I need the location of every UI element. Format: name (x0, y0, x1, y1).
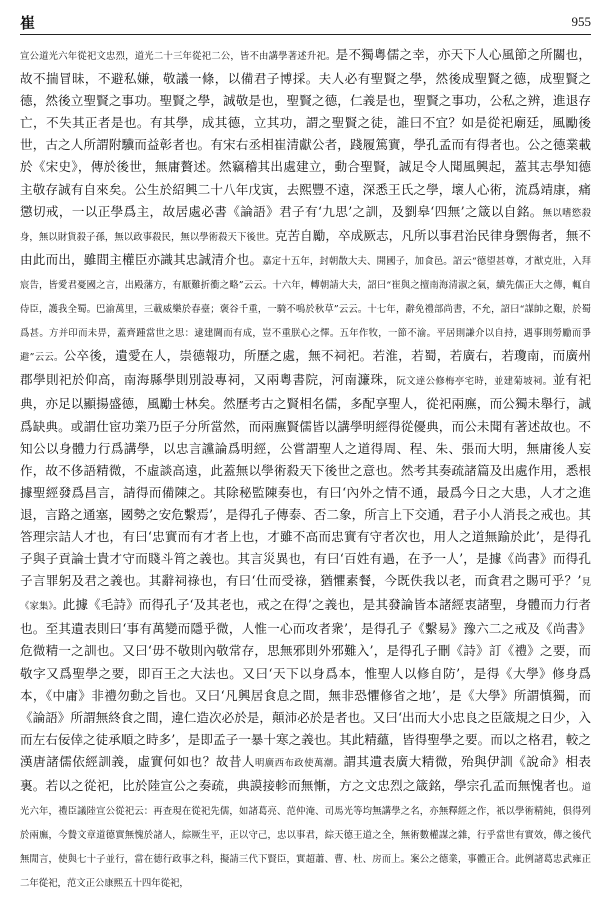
annotation-note: 宣公道光六年從祀文忠烈，道光二十三年從祀二公，皆不由講學著述升祀。 (20, 51, 336, 62)
body-text (20, 44, 591, 901)
annotation-note: 見《家集》。 (20, 577, 591, 613)
main-text: 公卒後，遺愛在人，崇德報功，所歷之處，無不祠祀。若淮，若蜀，若廣右，若瓊南，而廣州郡學則祀於仰高，南海縣學則別設專祠，又兩粵書院，河南濂珠， (20, 348, 591, 388)
annotation-note: 無以嗜慾殺身，無以財貨殺子孫，無以政事殺民，無以學術殺天下後世。 (20, 207, 591, 243)
annotation-note: 道光六年，禮臣議陸宣公從祀云：再查現在從祀先儒，如諸葛亮、范仲淹、司馬光等均無講學之名，亦無釋經之作，祇以學術精純，俱得列於兩廡，今贄文章道德實無愧於諸人，綜厥生平，正以守己，忠以事君，綜天德王道之全，無術數權謀之雜，行乎當世有實效，傳之後代無閒言，使與七十子並行，當在德行政事之科，擬請三代下賢臣，實超蕭、曹、杜、房而上。案公之德業，事體正合。此例諸葛忠武雍正二年從祀，范文正公康熙五十四年從祀， (20, 782, 591, 890)
main-text: 克苦自勵，卒成厥志，凡所以事君治民律身禦侮者，無不由此而出，雖間主權臣亦識其忠誠清介也。 (20, 227, 591, 267)
running-head-title: 崔 (20, 14, 36, 32)
page-number: 955 (571, 14, 591, 29)
main-text: 此據《毛詩》而得孔子‘及其老也，戒之在得’之義也，是其發論皆本諸經衷諸聖，身體而力行者也。至其遺表則曰‘事有萬變而隱乎微，人惟一心而攻者衆’，是得孔子《繫易》豫六二之戒及《尚書》危微精一之訓也。又曰‘毋不敬則內敬常存，思無邪則外邪難入’，是得孔子刪《詩》訂《禮》之要，而敬字又爲聖學之要，即百王之大法也。又曰‘天下以身爲本，惟聖人以修自防’，是得《大學》修身爲本，《中庸》非禮勿動之旨也。又曰‘凡興居食息之間，無非恐懼修省之地’，是《大學》所謂慎獨，而《論語》所謂無終食之間，違仁造次必於是，顛沛必於是者也。又曰‘出而大小忠良之臣箴規之日少，入而左右佞倖之徒承順之時多’，是即孟子一暴十寒之義也。其此精蘊，皆得聖學之要。而以之格君，較之漢唐諸儒依經訓義，虛實何如也？故昔人 (20, 597, 591, 769)
main-text: 並有祀典，亦足以顯揚盛德，風勵士林矣。然歷考古之賢相名儒，多配享聖人，從祀兩廡，而公獨未舉行，誠爲缺典。或謂仕宦功業乃臣子分所當然，而兩廡賢儒皆以講學明經得從優典，而公未聞有著述故也。不知公以身體力行爲講學，以忠言讜論爲明經，公嘗謂聖人之道得周、程、朱、張而大明，無庸後人妄作，故不侈語精微，不虛談高遠，此蓋無以學術殺天下後世之意也。然考其奏疏諸篇及出處作用，悉根據聖經發爲昌言，請得而備陳之。其除秘監陳奏也，有曰‘內外之情不通，最爲今日之大患，人才之進退，言路之通塞，國勢之安危繫焉’，是得孔子傳泰、否二象，所言上下交通，君子小人消長之戒也。其答理宗詰人才也，有曰‘忠實而有才者上也，才雖不高而忠實有守者次也，用人之道無踰於此’，是得孔子與子貢論士貴才守而賤斗筲之義也。其言災異也，有曰‘百姓有過，在予一人’，是據《尚書》而得孔子言罪躬及君之義也。其辭祠祿也，有曰‘仕而受祿，猶懼素餐，今既佚我以老，而貪君之賜可乎？’ (20, 372, 591, 589)
annotation-note: 嘉定十五年，封朝散大夫、開國子，加食邑。詔云“德望甚尊，才猷克壯，入拜宸告，皆愛君憂國之言，出殿藩方，有厭難折衝之略”云云。十六年，轉朝請大夫，詔曰“崔與之擅南海清淑之氣，續先儒正大之傳，輒自侍臣，護我全蜀。巴渝萬里，三載威樂於春臺；褒谷千重，一騎不鳴於秋草”云云。十七年，辭免禮部尚書，不允，詔曰“謀帥之艱，於蜀爲甚。方并印而未畀，蓋齊踵當世之思：逮建閫而有成，豈不重朕心之懌。五年作牧，一節不渝。平居則謙介以自持，遇事則勞勵而爭避”云云。 (20, 255, 591, 364)
page-header (20, 10, 591, 35)
main-text: 是不獨粵儒之幸，亦天下人心風節之所關也，故不揣冒昧，不避私嫌，敬議一條，以備君子博採。夫人必有聖賢之學，然後成聖賢之德，成聖賢之德，然後立聖賢之事功。聖賢之學，誠敬是也，聖賢之德，仁義是也，聖賢之事功，公私之辨，進退存亡，不失其正者是也。有其學，成其德，立其功，謂之聖賢之徒，誰曰不宜？如是從祀廟廷，風勵後世，古之人所謂附驥而益彰者也。有宋右丞相崔清獻公者，踐履篤實，學孔孟而有得者也。公之德業載於《宋史》，傳於後世，無庸贅述。然竊稽其出處建立，動合聖賢，誠足令人聞風興起，蓋其志學知德主敬存誠有自來矣。公生於紹興二十八年戊寅，去熙豐不遠，深悉王氏之學，壞人心術，流爲靖康，痛懲切戒，一以正學爲主，故居處必書《論語》君子有‘九思’之訓，及劉皋‘四無’之箴以自銘。 (20, 47, 591, 219)
body-paragraph (20, 44, 591, 895)
annotation-note: 阮文達公修梅亭宅時，並建菊坡祠。 (396, 376, 553, 388)
annotation-note: 明廣西布政使萬潮。 (254, 757, 344, 769)
main-text: 謂其遺表廣大精微，殆與伊訓《說命》相表裏。若以之從祀，比於陸宣公之奏疏，典謨接軫而無慚，方之文忠烈之箴銘，學宗孔孟而無愧者也。 (20, 753, 591, 793)
